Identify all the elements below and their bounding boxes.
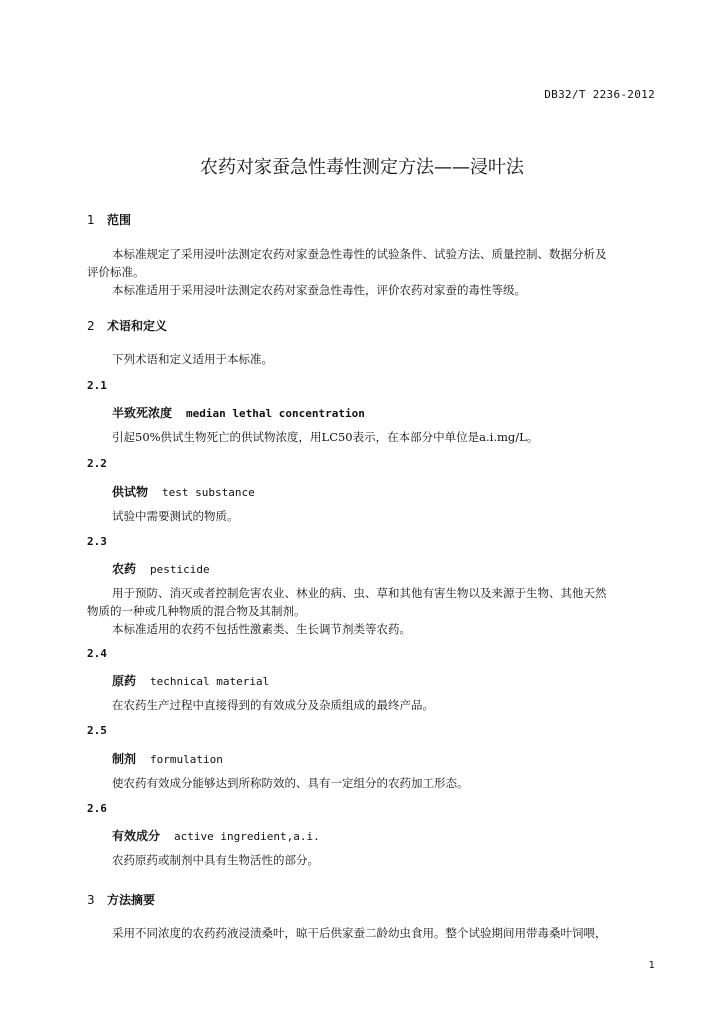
section-title: 方法摘要: [107, 893, 156, 907]
term-entry: [112, 672, 269, 689]
term-zh: 农药: [112, 562, 137, 576]
section-3-heading: [87, 891, 155, 908]
term-zh: 制剂: [112, 752, 137, 766]
standard-code: DB32/T 2236-2012: [544, 88, 655, 101]
term-en: pesticide: [150, 563, 210, 576]
section-1-heading: [87, 211, 131, 228]
term-entry: [112, 560, 210, 577]
paragraph-line: 采用不同浓度的农药药液浸渍桑叶，晾干后供家蚕二龄幼虫食用。整个试验期间用带毒桑叶饲喂，: [112, 926, 607, 940]
term-number: 2.6: [87, 802, 107, 815]
paragraph-line: 本标准规定了采用浸叶法测定农药对家蚕急性毒性的试验条件、试验方法、质量控制、数据分析及: [112, 247, 607, 261]
term-en: formulation: [150, 753, 223, 766]
section-number: 1: [87, 213, 95, 227]
term-en: test substance: [162, 486, 255, 499]
term-definition: 在农药生产过程中直接得到的有效成分及杂质组成的最终产品。: [112, 698, 434, 712]
section-intro: 下列术语和定义适用于本标准。: [112, 352, 273, 366]
term-note: 本标准适用的农药不包括性激素类、生长调节剂类等农药。: [112, 622, 411, 636]
paragraph-line: 本标准适用于采用浸叶法测定农药对家蚕急性毒性，评价农药对家蚕的毒性等级。: [112, 283, 526, 297]
term-number: 2.1: [87, 379, 107, 392]
term-definition: 引起50%供试生物死亡的供试物浓度，用LC50表示，在本部分中单位是a.i.mg/L。: [112, 430, 539, 444]
section-2-heading: [87, 317, 167, 334]
section-number: 2: [87, 319, 95, 333]
term-number: 2.4: [87, 647, 107, 660]
term-definition: 物质的一种或几种物质的混合物及其制剂。: [87, 604, 306, 618]
section-title: 术语和定义: [107, 319, 168, 333]
term-definition: 试验中需要测试的物质。: [112, 509, 239, 523]
term-number: 2.2: [87, 457, 107, 470]
term-en: technical material: [150, 675, 270, 688]
term-definition: 农药原药或制剂中具有生物活性的部分。: [112, 853, 319, 867]
term-number: 2.5: [87, 724, 107, 737]
term-zh: 原药: [112, 674, 137, 688]
term-en: active ingredient,a.i.: [174, 830, 320, 843]
section-title: 范围: [107, 213, 132, 227]
term-definition: 用于预防、消灭或者控制危害农业、林业的病、虫、草和其他有害生物以及来源于生物、其他天然: [112, 586, 607, 600]
term-number: 2.3: [87, 535, 107, 548]
term-entry: [112, 750, 223, 767]
paragraph-line: 评价标准。: [87, 265, 145, 279]
term-zh: 有效成分: [112, 829, 161, 843]
term-zh: 半致死浓度: [112, 406, 173, 420]
section-number: 3: [87, 893, 95, 907]
term-en: median lethal concentration: [186, 407, 365, 420]
document-title: 农药对家蚕急性毒性测定方法——浸叶法: [200, 157, 524, 178]
page-number: 1: [648, 960, 655, 971]
term-entry: [112, 404, 365, 421]
term-zh: 供试物: [112, 485, 149, 499]
term-entry: [112, 483, 255, 500]
term-definition: 使农药有效成分能够达到所称防效的、具有一定组分的农药加工形态。: [112, 776, 469, 790]
term-entry: [112, 827, 320, 844]
